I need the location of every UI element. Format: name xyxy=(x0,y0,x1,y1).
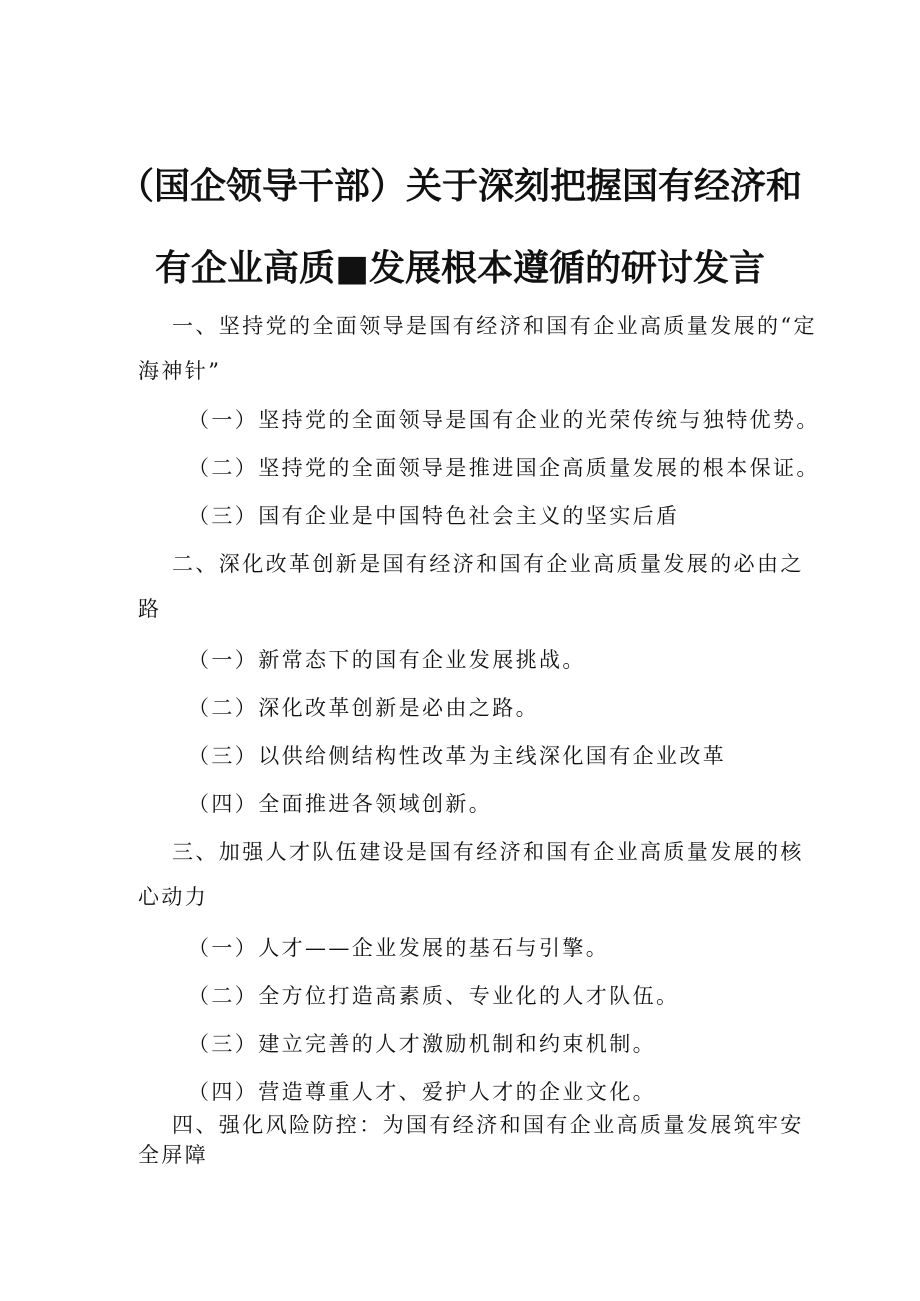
document-title-line-1: （国企领导干部）关于深刻把握国有经济和 xyxy=(117,166,802,207)
section-2-item-1: （一）新常态下的国有企业发展挑战。 xyxy=(188,648,586,672)
section-3-heading: 三、加强人才队伍建设是国有经济和国有企业高质量发展的核心动力 xyxy=(138,840,804,909)
section-3-item-3: （三）建立完善的人才激励机制和约束机制。 xyxy=(188,1032,656,1056)
section-1-item-1: （一）坚持党的全面领导是国有企业的光荣传统与独特优势。 xyxy=(188,408,820,432)
section-4-heading: 四、强化风险防控：为国有经济和国有企业高质量发展筑牢安全屏障 xyxy=(138,1113,804,1167)
section-2-item-4: （四）全面推进各领域创新。 xyxy=(188,792,493,816)
section-3-item-4: （四）营造尊重人才、爱护人才的企业文化。 xyxy=(188,1080,656,1104)
section-1-item-2: （二）坚持党的全面领导是推进国企高质量发展的根本保证。 xyxy=(188,456,820,480)
section-2-heading: 二、深化改革创新是国有经济和国有企业高质量发展的必由之路 xyxy=(138,552,804,621)
section-1-item-3: （三）国有企业是中国特色社会主义的坚实后盾 xyxy=(188,504,680,528)
section-2-item-2: （二）深化改革创新是必由之路。 xyxy=(188,696,539,720)
section-3-item-1: （一）人才——企业发展的基石与引擎。 xyxy=(188,936,610,960)
section-1-heading: 一、坚持党的全面领导是国有经济和国有企业高质量发展的“定海神针” xyxy=(138,314,817,383)
document-title-line-2: 有企业高质■发展根本遵循的研讨发言 xyxy=(154,248,765,289)
section-2-item-3: （三）以供给侧结构性改革为主线深化国有企业改革 xyxy=(188,744,727,768)
section-3-item-2: （二）全方位打造高素质、专业化的人才队伍。 xyxy=(188,984,680,1008)
